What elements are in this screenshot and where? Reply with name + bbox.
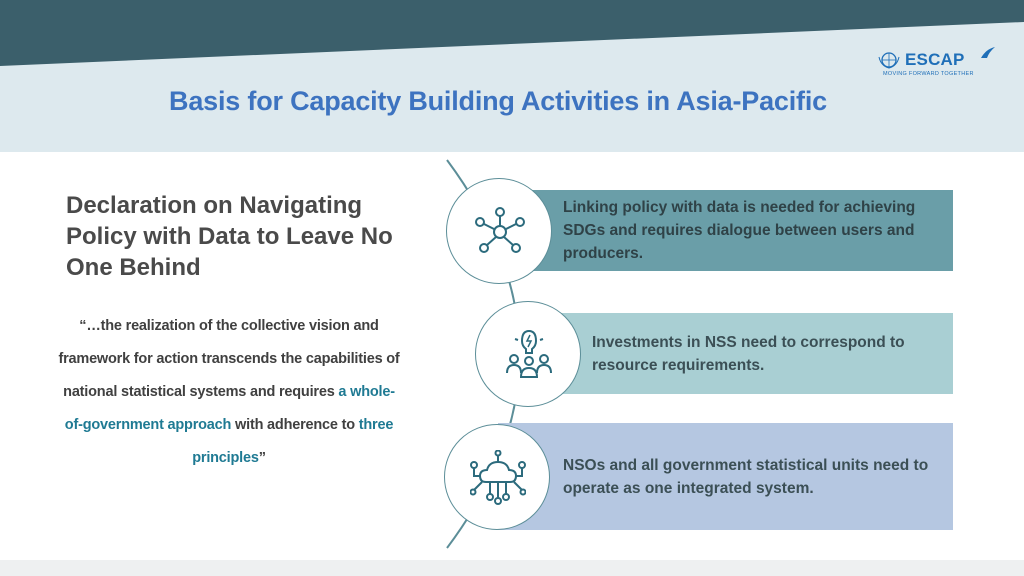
quote-highlight-approach: a whole-of-government approach xyxy=(64,384,395,433)
principle-text-3: NSOs and all government statistical units need to operate as one integrated system. xyxy=(563,456,929,497)
quote-highlight-principles: three principles xyxy=(192,417,394,466)
footer-band xyxy=(0,560,1024,576)
declaration-heading: Declaration on Navigating Policy with Data to Leave No One Behind xyxy=(66,192,393,281)
cloud-network-icon xyxy=(470,450,526,506)
principle-text-1: Linking policy with data is needed for achieving SDGs and requires dialogue between users and producers. xyxy=(563,199,916,262)
logo-name: ESCAP xyxy=(905,50,965,69)
quote-text: ” xyxy=(258,450,266,466)
network-hub-icon xyxy=(472,204,528,260)
principle-panel-1 xyxy=(510,190,953,271)
idea-team-icon xyxy=(501,327,557,383)
principle-circle-1 xyxy=(446,178,552,284)
logo-tagline: MOVING FORWARD TOGETHER xyxy=(883,71,974,77)
principle-panel-2 xyxy=(545,313,953,394)
principle-panel-3 xyxy=(498,423,953,530)
principle-circle-2 xyxy=(475,301,581,407)
principle-text-2: Investments in NSS need to correspond to resource requirements. xyxy=(592,333,905,374)
quote-text: with adherence to xyxy=(231,417,359,433)
page-title: Basis for Capacity Building Activities in Asia-Pacific xyxy=(169,86,827,116)
principle-circle-3 xyxy=(444,424,550,530)
quote-text: “…the realization of the collective vision and framework for action transcends the capabilities of national statistical systems and requires xyxy=(58,318,400,400)
